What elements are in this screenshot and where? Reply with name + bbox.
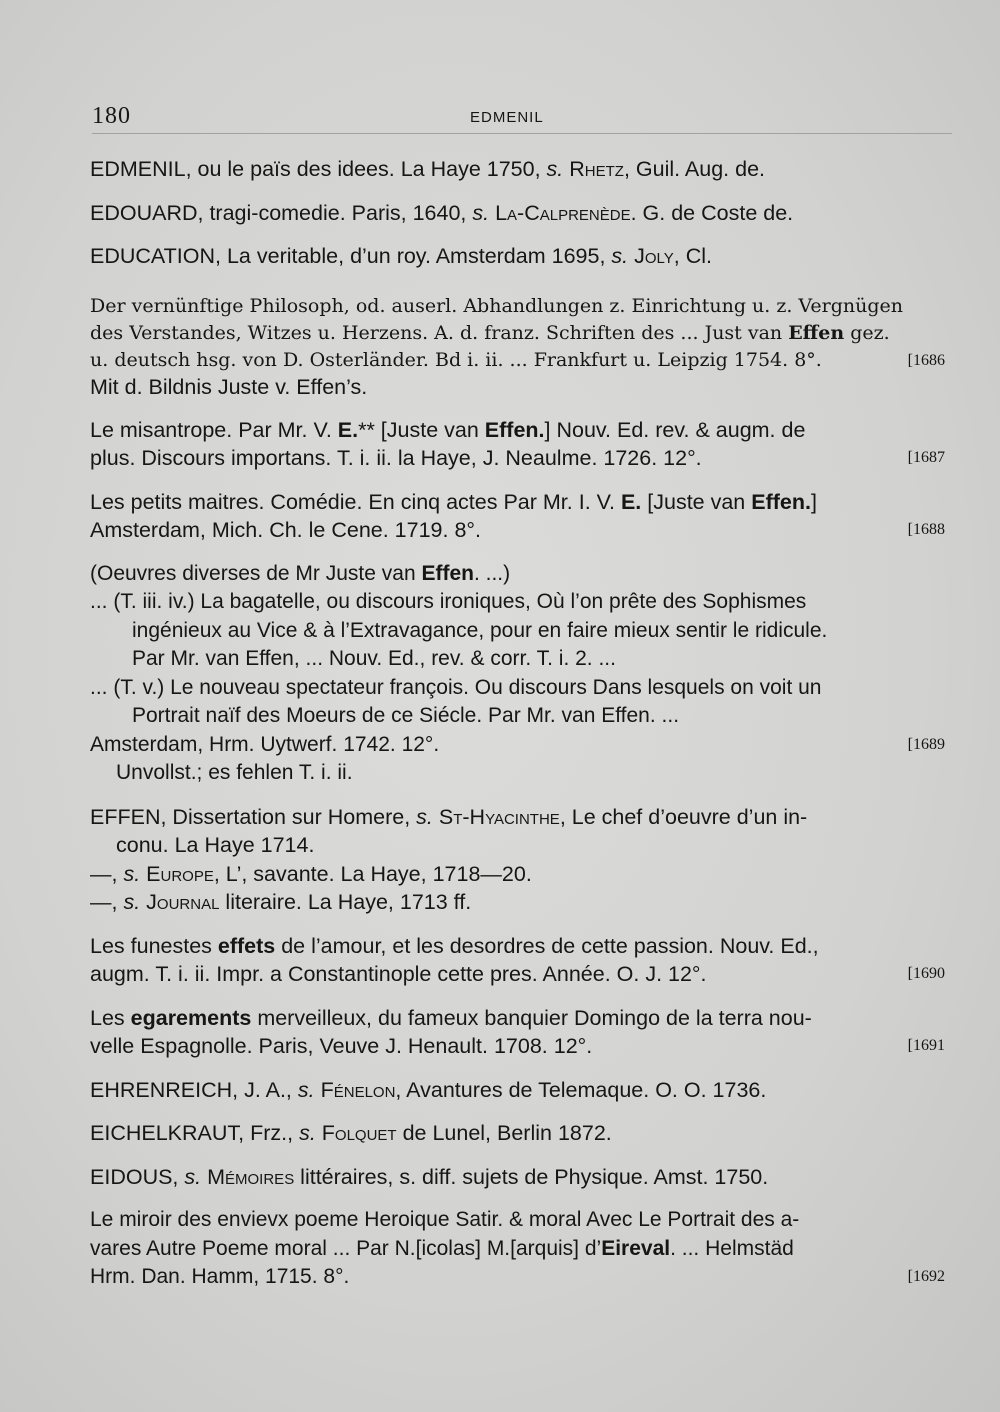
entry-egarements [90,1004,945,1061]
entry-line: EICHELKRAUT, Frz., s. Folquet de Lunel, Berlin 1872. [90,1121,612,1145]
entry-line: Portrait naïf des Moeurs de ce Siécle. Par Mr. van Effen. ... [132,704,680,727]
entry-miroir-des-envievx [90,1206,945,1292]
entry-line: Le misantrope. Par Mr. V. E.** [Juste van Effen.] Nouv. Ed. rev. & augm. de [90,417,806,442]
catalog-number: [1691 [907,1037,945,1054]
entry-line: Par Mr. van Effen, ... Nouv. Ed., rev. & corr. T. i. 2. ... [132,647,616,670]
entry-line: Der vernünftige Philosoph, od. auserl. Abhandlungen z. Einrichtung u. z. Vergnügen [90,294,904,317]
entry-line: Amsterdam, Mich. Ch. le Cene. 1719. 8°. [1688 [90,516,945,545]
entry-edouard [90,199,945,228]
page-header [92,103,952,133]
catalog-number: [1688 [907,521,945,538]
entry-eidous [90,1163,945,1192]
entry-line: vares Autre Poeme moral ... Par N.[icolas] M.[arquis] d’Eireval. ... Helmstäd [90,1236,794,1260]
entry-note: Unvollst.; es fehlen T. i. ii. [116,761,353,784]
entry-line: EFFEN, Dissertation sur Homere, s. St-Hyacinthe, Le chef d’oeuvre d’un in- [90,804,808,829]
entry-line: EDOUARD, tragi-comedie. Paris, 1640, s. La-Calprenède. G. de Coste de. [90,200,794,225]
catalog-entries [90,155,945,1307]
entry-line: ... (T. iii. iv.) La bagatelle, ou discours ironiques, Où l’on prête des Sophismes [90,590,807,613]
entry-line: (Oeuvres diverses de Mr Juste van Effen. ...) [90,561,511,585]
entry-line: u. deutsch hsg. von D. Osterländer. Bd i. ii. ... Frankfurt u. Leipzig 1754. 8°. [1686 [90,347,945,374]
catalog-number: [1692 [907,1268,945,1285]
running-head: EDMENIL [470,109,544,126]
page-number: 180 [92,103,131,129]
entry-eichelkraut [90,1119,945,1148]
catalog-number: [1686 [907,351,945,369]
entry-line: Les funestes effets de l’amour, et les desordres de cette passion. Nouv. Ed., [90,933,819,958]
entry-line: Hrm. Dan. Hamm, 1715. 8°. [1692 [90,1263,945,1292]
entry-edmenil [90,155,945,184]
entry-line: ... (T. v.) Le nouveau spectateur françois. Ou discours Dans lesquels on voit un [90,675,822,699]
entry-line: Les petits maitres. Comédie. En cinq actes Par Mr. I. V. E. [Juste van Effen.] [90,489,817,514]
entry-line: Amsterdam, Hrm. Uytwerf. 1742. 12°. [1689 [90,731,945,760]
entry-effen [90,803,945,917]
entry-line: EIDOUS, s. Mémoires littéraires, s. diff. sujets de Physique. Amst. 1750. [90,1164,769,1189]
entry-petits-maitres [90,488,945,545]
entry-line: —, s. Europe, L’, savante. La Haye, 1718—20. [90,861,532,886]
entry-line: plus. Discours importans. T. i. ii. la Haye, J. Neaulme. 1726. 12°. [1687 [90,444,945,473]
entry-misantrope [90,416,945,473]
entry-ehrenreich [90,1076,945,1105]
catalog-number: [1689 [907,735,945,753]
entry-line: des Verstandes, Witzes u. Herzens. A. d. franz. Schriften des ... Just van Effen gez. [90,321,890,344]
entry-oeuvres-diverses [90,560,945,788]
entry-line: augm. T. i. ii. Impr. a Constantinople cette pres. Année. O. J. 12°. [1690 [90,960,945,989]
entry-line: Le miroir des envievx poeme Heroique Satir. & moral Avec Le Portrait des a- [90,1208,800,1231]
entry-line: Les egarements merveilleux, du fameux banquier Domingo de la terra nou- [90,1005,812,1030]
entry-funestes-effets [90,932,945,989]
entry-line: conu. La Haye 1714. [116,833,315,857]
entry-note: Mit d. Bildnis Juste v. Effen’s. [90,374,368,399]
entry-line: EDUCATION, La veritable, d’un roy. Amsterdam 1695, s. Joly, Cl. [90,244,712,268]
entry-line: EDMENIL, ou le païs des idees. La Haye 1750, s. Rhetz, Guil. Aug. de. [90,157,765,181]
entry-line: —, s. Journal literaire. La Haye, 1713 ff. [90,890,472,914]
catalog-number: [1687 [907,449,945,466]
entry-line: ingénieux au Vice & à l’Extravagance, pour en faire mieux sentir le ridicule. [132,618,828,642]
entry-line: velle Espagnolle. Paris, Veuve J. Henault. 1708. 12°. [1691 [90,1032,945,1061]
catalog-number: [1690 [907,965,945,982]
header-rule [92,133,952,134]
entry-philosoph [90,293,945,401]
entry-education [90,242,945,271]
entry-line: EHRENREICH, J. A., s. Fénelon, Avantures de Telemaque. O. O. 1736. [90,1077,767,1102]
